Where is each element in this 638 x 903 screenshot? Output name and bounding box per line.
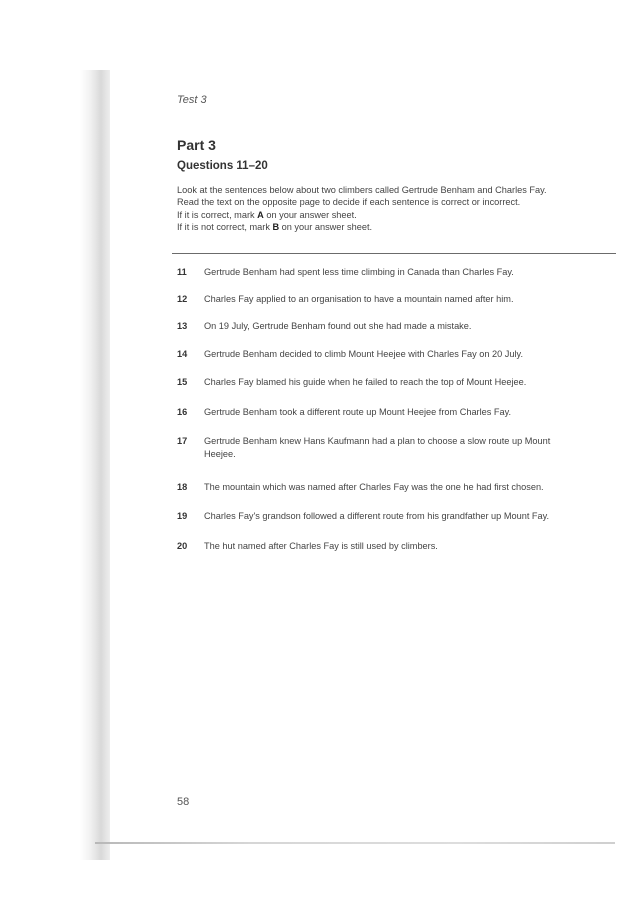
- question-text-line: Heejee.: [204, 448, 236, 459]
- question-number: 17: [177, 436, 188, 446]
- instruction-text: on your answer sheet.: [279, 221, 373, 232]
- question-text: Charles Fay blamed his guide when he failed to reach the top of Mount Heejee.: [204, 377, 527, 387]
- question-number: 13: [177, 321, 188, 331]
- question-text: Charles Fay's grandson followed a different route from his grandfather up Mount Fay.: [204, 511, 550, 521]
- questions-range-title: Questions 11–20: [177, 160, 268, 172]
- question-text: Gertrude Benham took a different route up Mount Heejee from Charles Fay.: [204, 407, 512, 417]
- question-text: [204, 435, 614, 460]
- question-text: Charles Fay applied to an organisation to have a mountain named after him.: [204, 294, 514, 304]
- answer-mark-b: B: [272, 221, 280, 232]
- question-number: 14: [177, 349, 188, 359]
- page-number: 58: [177, 796, 190, 808]
- divider-rule: [172, 253, 616, 254]
- instruction-line: Read the text on the opposite page to decide if each sentence is correct or incorrect.: [177, 197, 521, 208]
- question-number: 11: [177, 267, 187, 277]
- part-title: Part 3: [177, 137, 216, 153]
- question-number: 12: [177, 294, 188, 304]
- question-text: The mountain which was named after Charles Fay was the one he had first chosen.: [204, 482, 544, 492]
- question-number: 19: [177, 511, 188, 521]
- instruction-text: If it is not correct, mark: [177, 221, 273, 232]
- answer-mark-a: A: [257, 209, 264, 220]
- instruction-line: Look at the sentences below about two climbers called Gertrude Benham and Charles Fay.: [177, 185, 547, 195]
- question-text: Gertrude Benham decided to climb Mount Heejee with Charles Fay on 20 July.: [204, 349, 523, 359]
- binding-shadow: [80, 70, 110, 860]
- question-number: 18: [177, 482, 188, 492]
- question-number: 15: [177, 377, 188, 387]
- instruction-line: [177, 221, 617, 233]
- question-number: 16: [177, 407, 188, 417]
- question-text-line: Gertrude Benham knew Hans Kaufmann had a plan to choose a slow route up Mount: [204, 436, 551, 446]
- instruction-line: [177, 209, 617, 221]
- question-text: Gertrude Benham had spent less time climbing in Canada than Charles Fay.: [204, 267, 514, 277]
- question-number: 20: [177, 541, 188, 551]
- question-text: On 19 July, Gertrude Benham found out she had made a mistake.: [204, 321, 472, 331]
- instructions: [177, 184, 617, 233]
- page-bottom-edge: [95, 842, 615, 844]
- instruction-text: If it is correct, mark: [177, 209, 258, 220]
- question-text: The hut named after Charles Fay is still used by climbers.: [204, 541, 438, 551]
- instruction-text: on your answer sheet.: [263, 209, 357, 220]
- running-head: Test 3: [177, 94, 207, 106]
